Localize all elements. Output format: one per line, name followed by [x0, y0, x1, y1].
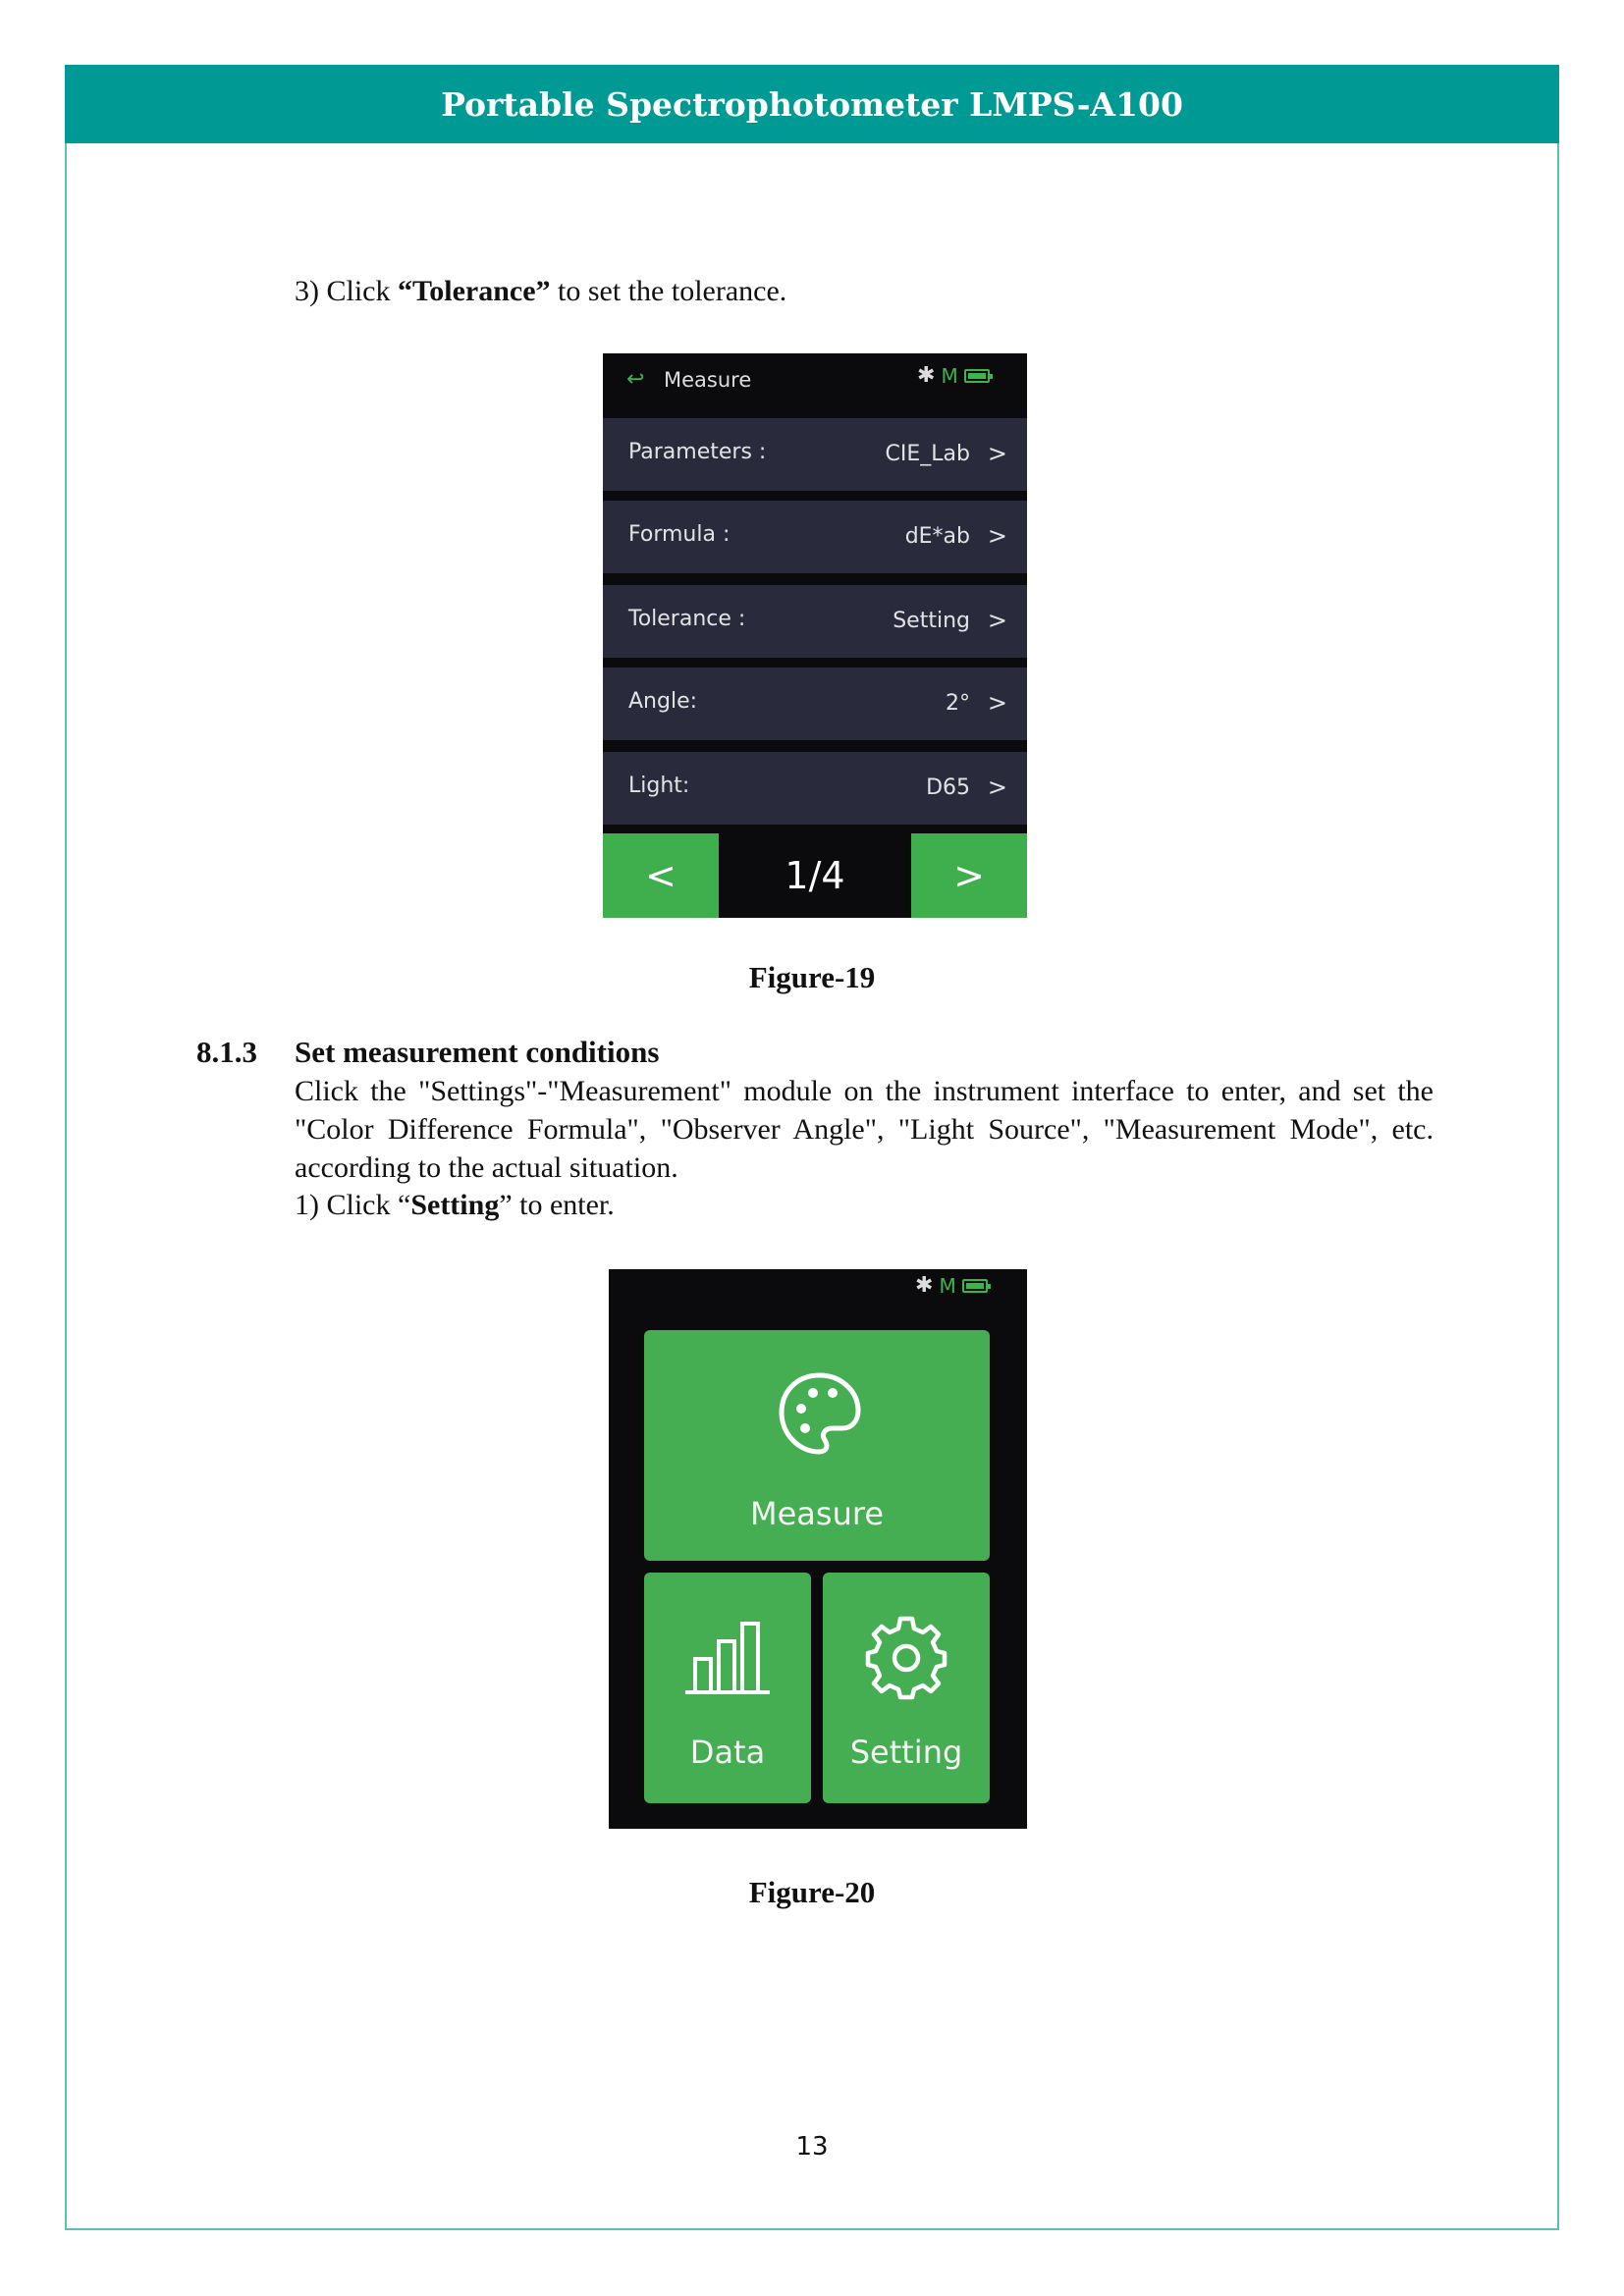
row-label: Light: [628, 774, 690, 798]
row-label: Tolerance : [628, 607, 746, 631]
settings-row-formula[interactable] [603, 501, 1027, 573]
data-tile-label: Data [689, 1734, 766, 1771]
status-bar [603, 353, 1027, 412]
screen-title: Measure [664, 368, 752, 392]
device-screen-home [609, 1269, 1027, 1829]
row-value: Setting [893, 609, 970, 633]
device-screen-measure-settings [603, 353, 1027, 918]
battery-icon [964, 369, 990, 383]
section-heading [196, 1035, 659, 1070]
setting-tile-label: Setting [849, 1734, 963, 1771]
figure-19-caption: Figure-19 [748, 960, 876, 994]
page-header [65, 65, 1559, 143]
chevron-right-icon: > [987, 440, 1007, 467]
figure-20-caption: Figure-20 [748, 1875, 876, 1909]
settings-row-light[interactable] [603, 752, 1027, 825]
settings-row-tolerance[interactable] [603, 585, 1027, 658]
row-label: Formula : [628, 522, 731, 547]
page-number: 13 [795, 2132, 829, 2162]
palette-icon [776, 1369, 864, 1458]
header-title: Portable Spectrophotometer LMPS-A100 [441, 84, 1183, 124]
step-1-suffix: ” to enter. [499, 1189, 615, 1221]
bluetooth-icon: ✱ [915, 1273, 934, 1298]
measure-tile-label: Measure [750, 1495, 884, 1532]
chevron-right-icon: > [987, 522, 1007, 550]
mode-indicator: M [941, 363, 958, 388]
row-value: dE*ab [904, 524, 970, 549]
row-value: 2° [946, 691, 970, 716]
gear-icon [864, 1616, 948, 1700]
prev-page-button[interactable]: < [603, 833, 719, 918]
data-tile[interactable] [644, 1573, 811, 1803]
mode-indicator: M [939, 1273, 956, 1298]
chevron-right-icon: > [987, 607, 1007, 634]
row-label: Parameters : [628, 440, 767, 464]
status-icons [915, 1273, 988, 1298]
back-arrow-icon[interactable]: ↩ [626, 367, 645, 392]
measure-tile[interactable] [644, 1330, 990, 1561]
step-3 [295, 275, 786, 308]
pagination-bar [603, 833, 1027, 918]
chevron-right-icon: > [987, 774, 1007, 801]
section-number: 8.1.3 [196, 1035, 257, 1069]
section-title: Set measurement conditions [295, 1035, 660, 1069]
status-icons [917, 363, 990, 388]
section-paragraph: Click the "Settings"-"Measurement" module on the instrument interface to enter, and set the "Color Difference Formula", "Observer Angle", "Light Source", "Measurement Mode", etc. according to the actual situation. [295, 1075, 1434, 1184]
settings-row-parameters[interactable] [603, 418, 1027, 491]
step-3-bold: “Tolerance” [398, 275, 551, 307]
row-value: CIE_Lab [885, 442, 970, 466]
row-value: D65 [926, 775, 970, 800]
settings-row-angle[interactable] [603, 667, 1027, 740]
step-1-prefix: 1) Click “ [295, 1189, 411, 1221]
step-3-suffix: to set the tolerance. [550, 275, 787, 307]
battery-icon [962, 1279, 988, 1293]
step-1 [295, 1189, 615, 1222]
page-indicator: 1/4 [785, 854, 845, 897]
step-1-bold: Setting [410, 1189, 500, 1221]
next-page-button[interactable]: > [911, 833, 1027, 918]
row-label: Angle: [628, 689, 698, 714]
bluetooth-icon: ✱ [917, 363, 936, 388]
step-3-prefix: 3) Click [295, 275, 398, 307]
chevron-right-icon: > [987, 689, 1007, 717]
bar-chart-icon [683, 1618, 772, 1696]
setting-tile[interactable] [823, 1573, 990, 1803]
